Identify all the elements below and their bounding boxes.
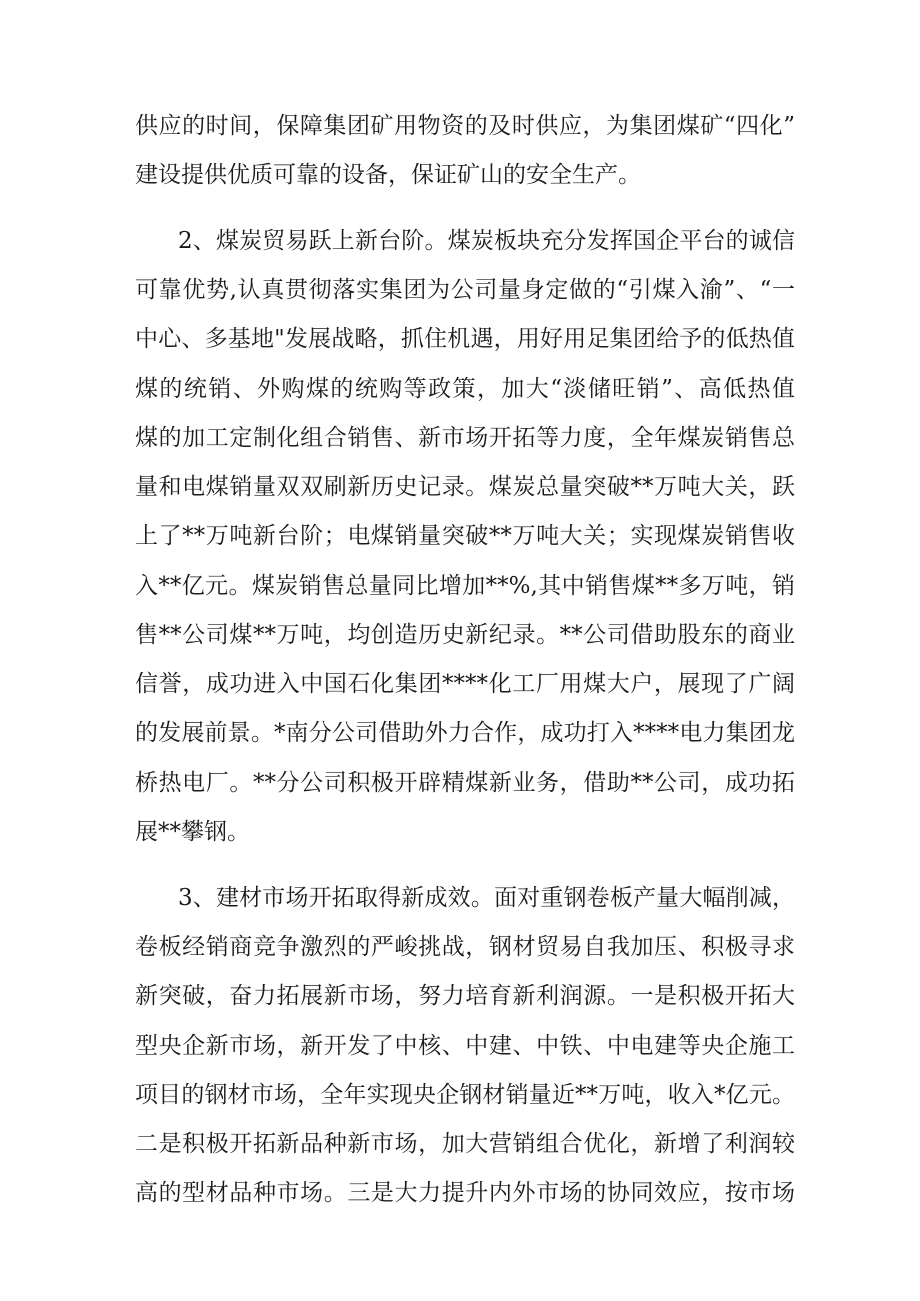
paragraph-3-line-5: 项目的钢材市场，全年实现央企钢材销量近**万吨，收入*亿元。 — [135, 1082, 795, 1108]
paragraph-2-line-11: 的发展前景。*南分公司借助外力合作，成功打入****电力集团龙 — [135, 720, 795, 746]
paragraph-3-line-7: 高的型材品种市场。三是大力提升内外市场的协同效应，按市场 — [135, 1180, 795, 1206]
paragraph-2-line-12: 桥热电厂。**分公司积极开辟精煤新业务，借助**公司，成功拓 — [135, 770, 795, 796]
paragraph-2-line-4: 煤的统销、外购煤的统购等政策，加大“淡储旺销”、高低热值 — [135, 376, 795, 402]
paragraph-2-line-2: 可靠优势,认真贯彻落实集团为公司量身定做的“引煤入渝”、“一 — [135, 277, 795, 303]
paragraph-1-line-1: 供应的时间，保障集团矿用物资的及时供应，为集团煤矿“四化” — [135, 113, 795, 139]
paragraph-3-line-1: 3、建材市场开拓取得新成效。面对重钢卷板产量大幅削减， — [178, 885, 795, 911]
paragraph-3-line-2: 卷板经销商竞争激烈的严峻挑战，钢材贸易自我加压、积极寻求 — [135, 934, 795, 960]
paragraph-2-line-9: 售**公司煤**万吨，均创造历史新纪录。**公司借助股东的商业 — [135, 622, 795, 648]
paragraph-2-line-8: 入**亿元。煤炭销售总量同比增加**%,其中销售煤**多万吨，销 — [135, 573, 795, 599]
paragraph-1-line-2: 建设提供优质可靠的设备，保证矿山的安全生产。 — [135, 162, 641, 188]
paragraph-3-line-3: 新突破，奋力拓展新市场，努力培育新利润源。一是积极开拓大 — [135, 983, 795, 1009]
paragraph-2-line-3: 中心、多基地"发展战略，抓住机遇，用好用足集团给予的低热值 — [135, 326, 795, 352]
paragraph-2-line-5: 煤的加工定制化组合销售、新市场开拓等力度，全年煤炭销售总 — [135, 425, 795, 451]
paragraph-2-line-10: 信誉，成功进入中国石化集团****化工厂用煤大户，展现了广阔 — [135, 671, 795, 697]
paragraph-3-line-6: 二是积极开拓新品种新市场，加大营销组合优化，新增了利润较 — [135, 1131, 795, 1157]
paragraph-3-line-4: 型央企新市场，新开发了中核、中建、中铁、中电建等央企施工 — [135, 1033, 795, 1059]
paragraph-2-line-1: 2、煤炭贸易跃上新台阶。煤炭板块充分发挥国企平台的诚信 — [178, 228, 795, 254]
paragraph-2-line-6: 量和电煤销量双双刷新历史记录。煤炭总量突破**万吨大关，跃 — [135, 474, 795, 500]
paragraph-2-line-13: 展**攀钢。 — [135, 819, 250, 845]
paragraph-2-line-7: 上了**万吨新台阶；电煤销量突破**万吨大关；实现煤炭销售收 — [135, 523, 795, 549]
